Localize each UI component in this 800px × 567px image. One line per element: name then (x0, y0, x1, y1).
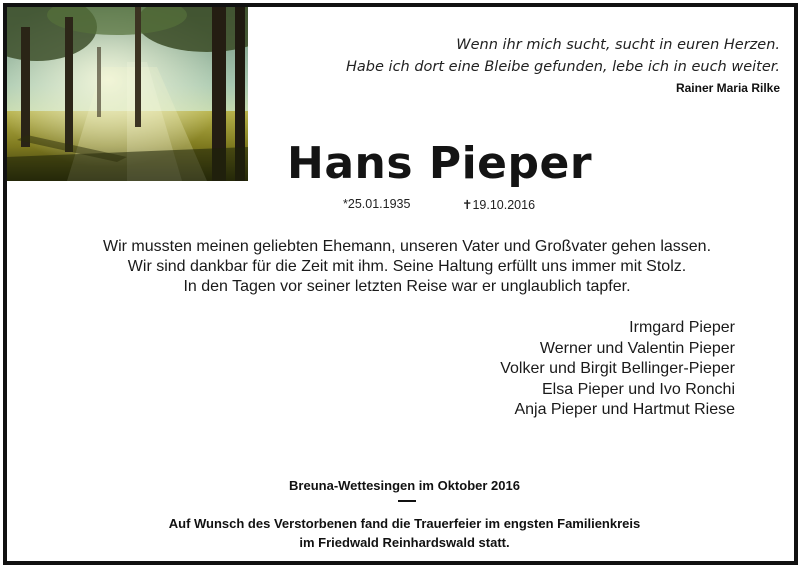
family-member: Volker und Birgit Bellinger-Pieper (500, 360, 735, 377)
family-member: Irmgard Pieper (629, 319, 735, 336)
message-line: In den Tagen vor seiner letzten Reise war er unglaublich tapfer. (183, 278, 631, 295)
death-date: ✝19.10.2016 (462, 198, 536, 212)
message-line: Wir sind dankbar für die Zeit mit ihm. Seine Haltung erfüllt uns immer mit Stolz. (127, 258, 687, 275)
quote-line-1: Wenn ihr mich sucht, sucht in euren Herzen. (456, 37, 780, 53)
farewell-message (27, 237, 787, 297)
family-member: Anja Pieper und Hartmut Riese (514, 401, 735, 418)
funeral-notice (7, 514, 800, 552)
message-line: Wir mussten meinen geliebten Ehemann, unseren Vater und Großvater gehen lassen. (102, 238, 712, 255)
quote-author: Rainer Maria Rilke (675, 81, 780, 95)
obituary-card (3, 3, 798, 565)
rilke-quote (300, 34, 780, 78)
notice-line: Auf Wunsch des Verstorbenen fand die Trauerfeier im engsten Familienkreis (168, 516, 641, 531)
notice-line: im Friedwald Reinhardswald statt. (299, 535, 510, 550)
family-member: Elsa Pieper und Ivo Ronchi (542, 380, 735, 398)
quote-line-2: Habe ich dort eine Bleibe gefunden, lebe ich in euch weiter. (346, 59, 780, 75)
family-member: Werner und Valentin Pieper (539, 339, 735, 357)
forest-sunlight-image (7, 7, 248, 181)
family-list (500, 318, 735, 421)
deceased-name: Hans Pieper (287, 138, 593, 189)
place-date: Breuna-Wettesingen im Oktober 2016 (289, 478, 520, 493)
separator-dash (398, 500, 416, 502)
birth-date: *25.01.1935 (343, 197, 411, 211)
